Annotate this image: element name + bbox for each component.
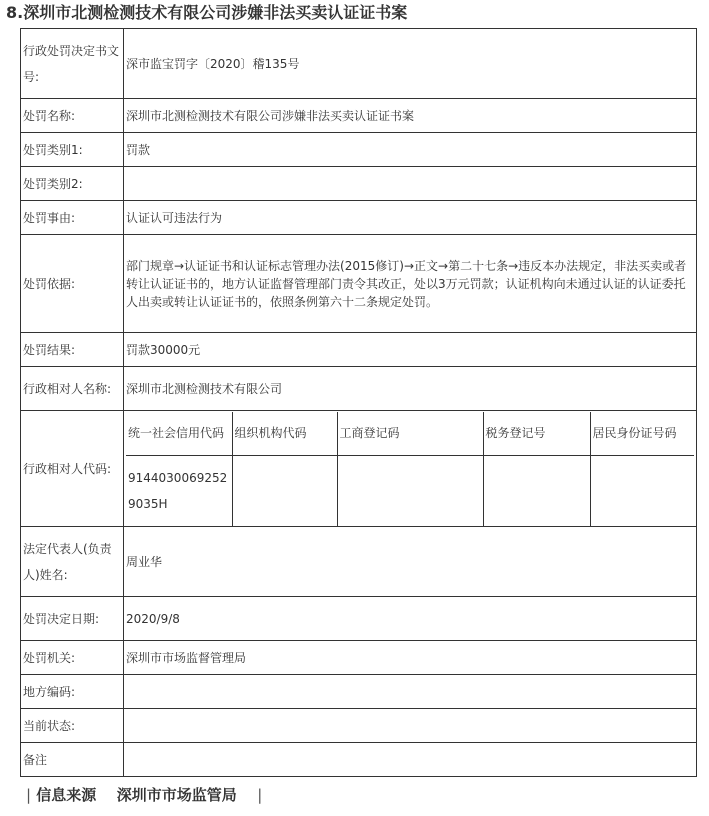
- row-label-party: 行政相对人名称:: [21, 367, 124, 411]
- party-code-cell: [124, 411, 697, 527]
- table-row: [21, 133, 697, 167]
- table-row: [21, 235, 697, 333]
- row-value-name: 深圳市北测检测技术有限公司涉嫌非法买卖认证证书案: [124, 99, 697, 133]
- row-label-remark: 备注: [21, 743, 124, 777]
- row-value-type1: 罚款: [124, 133, 697, 167]
- row-value-status: [124, 709, 697, 743]
- code-value-credit: 91440300692529035H: [126, 456, 232, 526]
- row-label-date: 处罚决定日期:: [21, 597, 124, 641]
- row-label-name: 处罚名称:: [21, 99, 124, 133]
- info-source: [26, 784, 262, 806]
- table-row: [21, 201, 697, 235]
- table-row: [21, 527, 697, 597]
- table-row: [21, 29, 697, 99]
- table-row: [21, 709, 697, 743]
- code-value-org: [232, 456, 337, 526]
- code-header-org: 组织机构代码: [232, 412, 337, 456]
- row-value-reason: 认证认可违法行为: [124, 201, 697, 235]
- table-row: [21, 743, 697, 777]
- penalty-info-table: [20, 28, 697, 777]
- row-value-area-code: [124, 675, 697, 709]
- code-value-id: [590, 456, 694, 526]
- row-label-party-code: 行政相对人代码:: [21, 411, 124, 527]
- row-value-result: 罚款30000元: [124, 333, 697, 367]
- row-value-date: 2020/9/8: [124, 597, 697, 641]
- code-header-id: 居民身份证号码: [590, 412, 694, 456]
- row-label-result: 处罚结果:: [21, 333, 124, 367]
- table-row: [21, 411, 697, 527]
- row-label-authority: 处罚机关:: [21, 641, 124, 675]
- divider-bar-left: |: [26, 786, 32, 804]
- row-value-basis: 部门规章→认证证书和认证标志管理办法(2015修订)→正文→第二十七条→违反本办法规定，非法买卖或者转让认证证书的，地方认证监督管理部门责令其改正，处以3万元罚款；认证机构向未通过认证的认证委托人出卖或转让认证证书的，依照条例第六十二条规定处罚。: [124, 235, 697, 333]
- code-value-business: [337, 456, 483, 526]
- info-source-label: 信息来源: [36, 786, 97, 804]
- code-header-credit: 统一社会信用代码: [126, 412, 232, 456]
- info-source-name: 深圳市市场监管局: [116, 786, 237, 804]
- row-value-authority: 深圳市市场监督管理局: [124, 641, 697, 675]
- table-row: [21, 641, 697, 675]
- code-header-tax: 税务登记号: [483, 412, 590, 456]
- row-label-basis: 处罚依据:: [21, 235, 124, 333]
- row-label-doc-no: 行政处罚决定书文号:: [21, 29, 124, 99]
- table-row: [21, 675, 697, 709]
- page-title: 8.深圳市北测检测技术有限公司涉嫌非法买卖认证证书案: [6, 3, 408, 22]
- row-value-party: 深圳市北测检测技术有限公司: [124, 367, 697, 411]
- row-label-status: 当前状态:: [21, 709, 124, 743]
- row-label-area-code: 地方编码:: [21, 675, 124, 709]
- party-code-table: [126, 412, 694, 526]
- table-row: [21, 597, 697, 641]
- row-label-type2: 处罚类别2:: [21, 167, 124, 201]
- divider-bar-right: |: [257, 786, 263, 804]
- row-label-type1: 处罚类别1:: [21, 133, 124, 167]
- table-row: [21, 99, 697, 133]
- table-row: [21, 167, 697, 201]
- row-value-legal-rep: 周业华: [124, 527, 697, 597]
- row-label-legal-rep: 法定代表人(负责人)姓名:: [21, 527, 124, 597]
- table-row: [21, 367, 697, 411]
- table-row: [21, 333, 697, 367]
- row-label-reason: 处罚事由:: [21, 201, 124, 235]
- code-header-business: 工商登记码: [337, 412, 483, 456]
- row-value-remark: [124, 743, 697, 777]
- row-value-type2: [124, 167, 697, 201]
- code-value-tax: [483, 456, 590, 526]
- row-value-doc-no: 深市监宝罚字〔2020〕稽135号: [124, 29, 697, 99]
